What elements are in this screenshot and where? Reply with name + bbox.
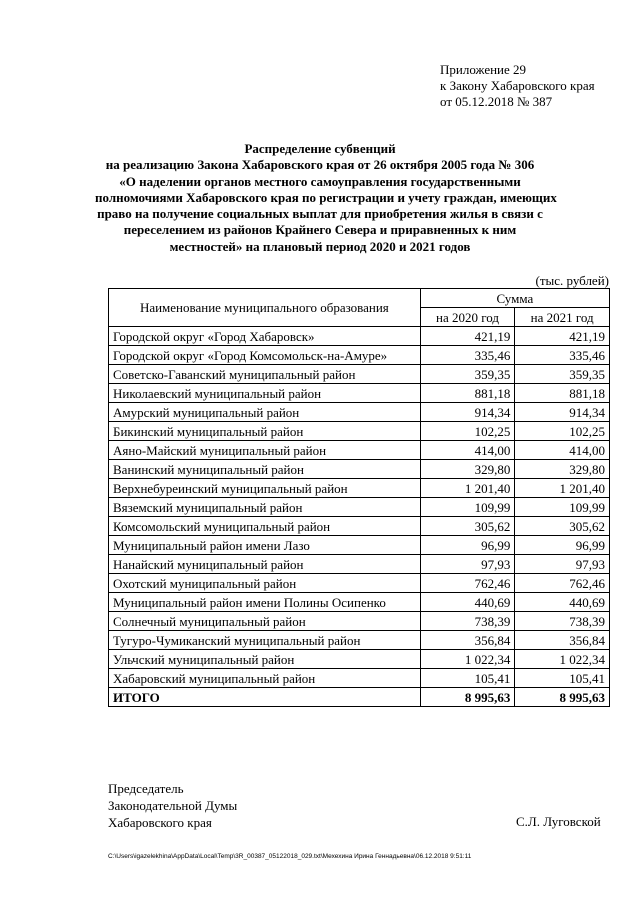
title-line: местностей» на плановый период 2020 и 2021 годов [169,238,471,254]
table-row [109,365,610,384]
amount-2021: 881,18 [515,384,610,403]
distribution-table [108,288,610,707]
header-municipality: Наименование муниципального образования [109,289,421,327]
municipality-name: Городской округ «Город Хабаровск» [109,327,421,346]
title-line: переселением из районов Крайнего Севера и приравненных к ним [123,222,517,238]
table-row [109,441,610,460]
amount-2021: 414,00 [515,441,610,460]
amount-2021: 96,99 [515,536,610,555]
municipality-name: Верхнебуреинский муниципальный район [109,479,421,498]
title-line: Распределение субвенций [244,141,396,156]
table-row [109,669,610,688]
amount-2020: 105,41 [420,669,515,688]
municipality-name: Комсомольский муниципальный район [109,517,421,536]
table-row [109,403,610,422]
file-path-footer: C:\Users\igazelekhina\AppData\Local\Temp\3R_00387_05122018_029.txt\Мехехина Ирина Геннадьевна\06.12.2018 9:51:11 [108,853,472,860]
document-title [95,141,557,255]
municipality-name: Муниципальный район имени Полины Осипенко [109,593,421,612]
header-2020: на 2020 год [420,308,515,327]
total-2021: 8 995,63 [515,688,610,707]
amount-2020: 359,35 [420,365,515,384]
total-label: ИТОГО [109,688,421,707]
title-line: право на получение социальных выплат для приобретения жилья в связи с [97,206,543,222]
amount-2020: 738,39 [420,612,515,631]
signature-block [108,780,237,831]
amount-2021: 1 022,34 [515,650,610,669]
table-row [109,555,610,574]
table-row [109,479,610,498]
amount-2021: 914,34 [515,403,610,422]
amount-2021: 335,46 [515,346,610,365]
amount-2020: 762,46 [420,574,515,593]
amount-2020: 97,93 [420,555,515,574]
amount-2020: 305,62 [420,517,515,536]
table-row [109,574,610,593]
municipality-name: Ульчский муниципальный район [109,650,421,669]
amount-2021: 329,80 [515,460,610,479]
amount-2020: 109,99 [420,498,515,517]
amount-2021: 356,84 [515,631,610,650]
appendix-law: к Закону Хабаровского края [440,78,595,93]
municipality-name: Аяно-Майский муниципальный район [109,441,421,460]
table-row [109,650,610,669]
amount-2020: 329,80 [420,460,515,479]
amount-2020: 414,00 [420,441,515,460]
municipality-name: Нанайский муниципальный район [109,555,421,574]
municipality-name: Ванинский муниципальный район [109,460,421,479]
municipality-name: Бикинский муниципальный район [109,422,421,441]
municipality-name: Николаевский муниципальный район [109,384,421,403]
table-row [109,384,610,403]
amount-2021: 440,69 [515,593,610,612]
amount-2020: 96,99 [420,536,515,555]
amount-2020: 914,34 [420,403,515,422]
table-row [109,422,610,441]
table-row [109,631,610,650]
municipality-name: Вяземский муниципальный район [109,498,421,517]
units-label: (тыс. рублей) [535,273,609,288]
total-row [109,688,610,707]
amount-2020: 1 201,40 [420,479,515,498]
appendix-date: от 05.12.2018 № 387 [440,94,553,109]
total-2020: 8 995,63 [420,688,515,707]
amount-2021: 97,93 [515,555,610,574]
table-row [109,612,610,631]
municipality-name: Солнечный муниципальный район [109,612,421,631]
signer-position: Законодательной Думы [108,798,238,813]
header-2021: на 2021 год [515,308,610,327]
signer-position: Председатель [108,781,184,796]
table-row [109,498,610,517]
signer-name: С.Л. Луговской [516,814,601,829]
appendix-reference [440,62,595,110]
title-line: «О наделении органов местного самоуправления государственными [119,173,521,189]
appendix-number: Приложение 29 [440,62,527,77]
amount-2020: 440,69 [420,593,515,612]
municipality-name: Амурский муниципальный район [109,403,421,422]
table-row [109,517,610,536]
title-line: на реализацию Закона Хабаровского края от 26 октября 2005 года № 306 [105,157,535,173]
amount-2020: 356,84 [420,631,515,650]
amount-2021: 359,35 [515,365,610,384]
municipality-name: Городской округ «Город Комсомольск-на-Амуре» [109,346,421,365]
amount-2021: 762,46 [515,574,610,593]
amount-2021: 109,99 [515,498,610,517]
amount-2021: 1 201,40 [515,479,610,498]
amount-2020: 102,25 [420,422,515,441]
municipality-name: Тугуро-Чумиканский муниципальный район [109,631,421,650]
table-row [109,460,610,479]
municipality-name: Муниципальный район имени Лазо [109,536,421,555]
signer-position: Хабаровского края [108,815,212,830]
table-row [109,346,610,365]
municipality-name: Хабаровский муниципальный район [109,669,421,688]
amount-2021: 305,62 [515,517,610,536]
table-row [109,327,610,346]
municipality-name: Охотский муниципальный район [109,574,421,593]
table-row [109,536,610,555]
amount-2020: 881,18 [420,384,515,403]
amount-2021: 738,39 [515,612,610,631]
amount-2021: 102,25 [515,422,610,441]
table-row [109,593,610,612]
title-line: полномочиями Хабаровского края по регистрации и учету граждан, имеющих [95,189,557,205]
amount-2021: 105,41 [515,669,610,688]
header-sum: Сумма [420,289,609,308]
municipality-name: Советско-Гаванский муниципальный район [109,365,421,384]
amount-2020: 421,19 [420,327,515,346]
amount-2020: 1 022,34 [420,650,515,669]
amount-2021: 421,19 [515,327,610,346]
amount-2020: 335,46 [420,346,515,365]
